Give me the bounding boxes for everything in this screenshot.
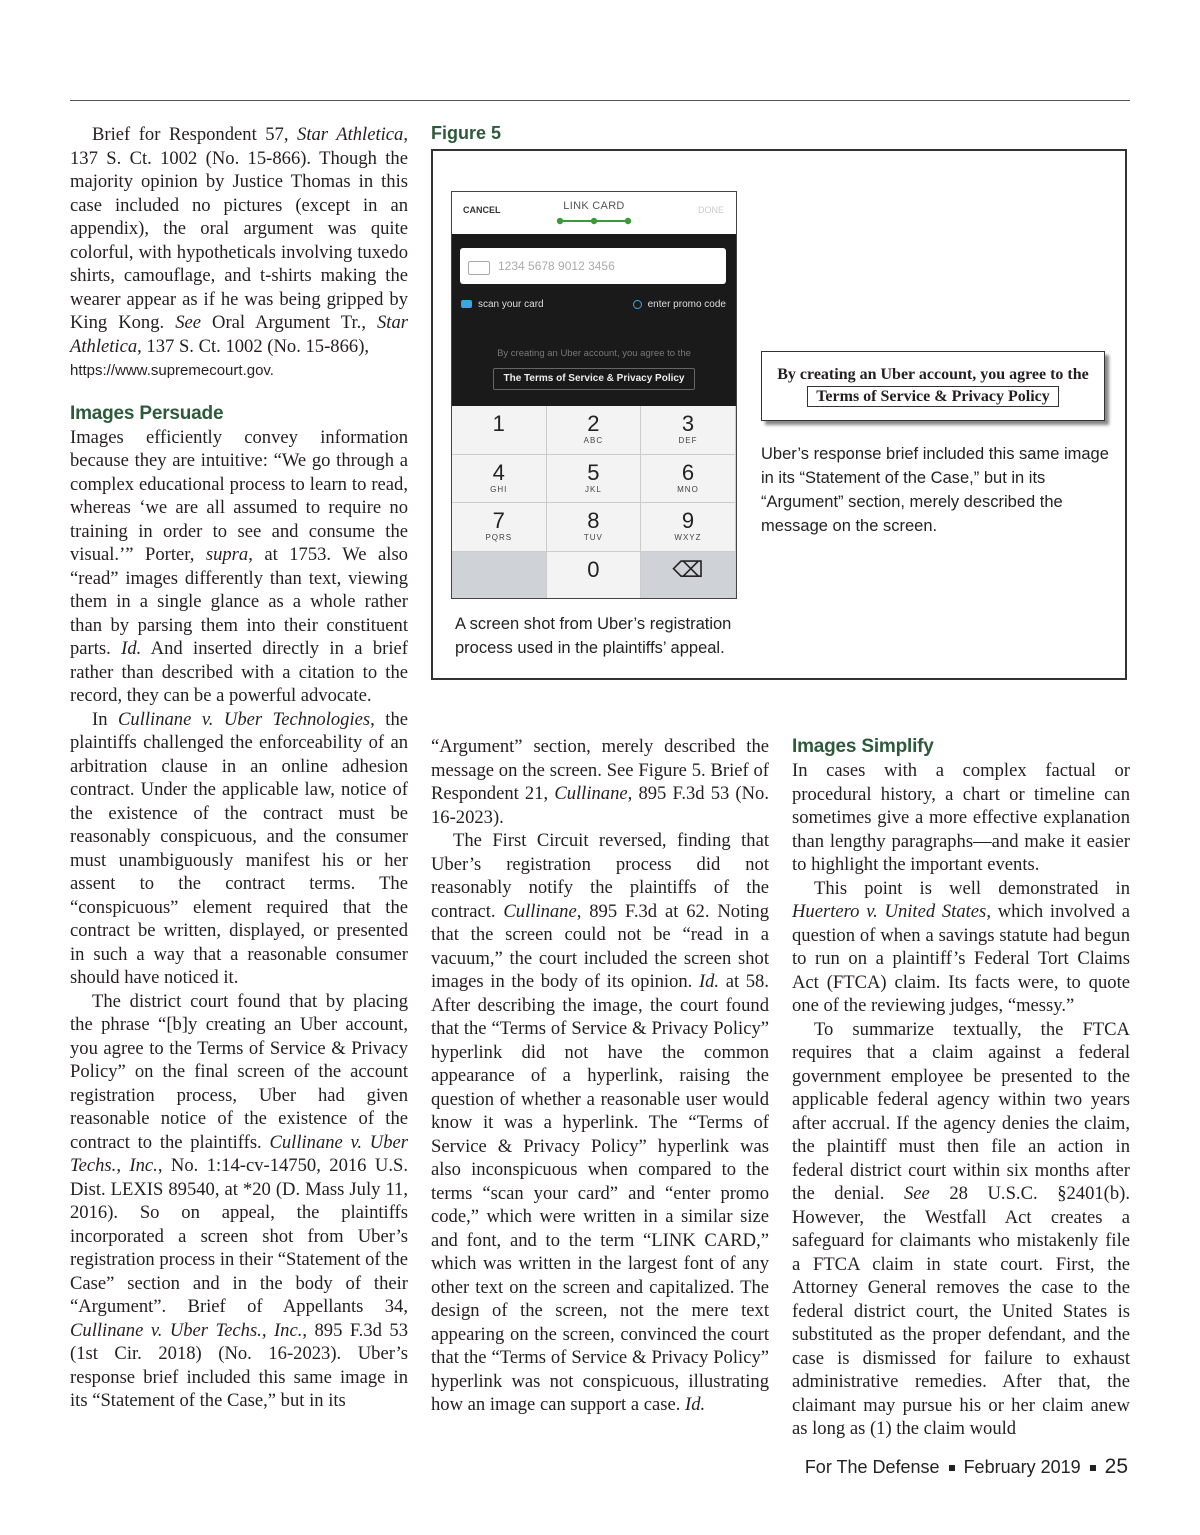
- supremecourt-url: https://www.supremecourt.gov.: [70, 362, 274, 379]
- phone-cancel: CANCEL: [463, 205, 501, 215]
- column-1: [70, 123, 408, 1413]
- page-footer: [805, 1455, 1128, 1479]
- keypad-key: [547, 503, 642, 552]
- paragraph-simplify: In cases with a complex factual or procedural history, a chart or timeline can sometimes give a more effective explanation than lengthy paragraphs—and make it easier to highlight the important events.: [792, 760, 1130, 875]
- phone-agree-text: By creating an Uber account, you agree to the: [497, 348, 691, 359]
- keypad-key: [641, 552, 736, 600]
- phone-dark-panel: [452, 234, 736, 406]
- figure-label: Figure 5: [431, 123, 502, 143]
- callout-box: [761, 351, 1105, 421]
- figure-caption-right: Uber’s response brief included this same image in its “Statement of the Case,” but in its “Argument” section, merely described the message on the screen.: [761, 445, 1109, 535]
- bullet-icon: [1090, 1465, 1096, 1471]
- keypad-letters: MNO: [677, 484, 699, 494]
- heading-images-simplify: Images Simplify: [792, 736, 934, 757]
- keypad-digit: 4: [492, 459, 505, 485]
- promo-icon: [633, 300, 642, 309]
- progress-dots-icon: [556, 216, 632, 226]
- keypad-key: [641, 503, 736, 552]
- keypad-digit: 1: [492, 411, 505, 436]
- keypad-letters: GHI: [490, 484, 508, 494]
- heading-images-persuade: Images Persuade: [70, 402, 224, 424]
- phone-header: [452, 192, 736, 234]
- keypad-digit: [452, 552, 546, 558]
- keypad-digit: 8: [587, 508, 600, 533]
- keypad-key: [452, 406, 547, 455]
- scan-card-option: scan your card: [461, 299, 544, 310]
- keypad: [452, 406, 736, 599]
- callout-line2: Terms of Service & Privacy Policy: [807, 386, 1059, 407]
- keypad-key: [641, 406, 736, 455]
- paragraph-cullinane: In Cullinane v. Uber Technologies, the plaintiffs challenged the enforceability of an arbitration clause in an online adhesion contract. Under the applicable law, notice of the existence of the contract must be reasonably conspicuous, and the consumer must unambiguously manifest his or her assent to the contract terms. The “conspicuous” element required that the contract be written, displayed, or presented in such a way that a reasonable consumer should have noticed it.: [70, 708, 408, 988]
- keypad-digit: 6: [681, 459, 695, 485]
- keypad-key: [641, 455, 736, 504]
- keypad-key: [547, 552, 642, 600]
- publication-name: For The Defense: [804, 1457, 940, 1477]
- column-3: [792, 735, 1130, 1441]
- paragraph-first-circuit: The First Circuit reversed, finding that Uber’s registration process did not reasonably notify the plaintiffs of the contract. Cullinane, 895 F.3d at 62. Noting that the screen could not be “read in a vacuum,” the court included the screen shot images in the body of its opinion. Id. at 58. After describing the image, the court found that the “Terms of Service & Privacy Policy” hyperlink did not have the common appearance of a hyperlink, raising the question of whether a reasonable user would know it was a hyperlink. The “Terms of Service & Privacy Policy” hyperlink was also inconspicuous when compared to the terms “scan your card” and “enter promo code,” which were written in a similar size and font, and to the term “LINK CARD,” which was written in the largest font of any other text on the screen and capitalized. The design of the screen, not the mere text appearing on the screen, convinced the court that the “Terms of Service & Privacy Policy” hyperlink was not conspicuous, illustrating how an image can support a case. Id.: [431, 830, 769, 1415]
- keypad-letters: ABC: [583, 436, 604, 445]
- keypad-digit: 2: [587, 411, 600, 436]
- uber-screenshot: [451, 191, 737, 599]
- promo-code-option: enter promo code: [633, 299, 726, 310]
- keypad-letters: JKL: [584, 484, 602, 494]
- keypad-digit: 7: [492, 508, 505, 533]
- paragraph-star-athletica: Brief for Respondent 57, Star Athletica, 137 S. Ct. 1002 (No. 15-866). Though the majority opinion by Justice Thomas in this case included no pictures (except in an appendix), the oral argument was quite colorful, with hypotheticals involving tuxedo shirts, camouflage, and t-shirts making the wearer appear as if he was being gripped by King Kong. See Oral Argument Tr., Star Athletica, 137 S. Ct. 1002 (No. 15-866), https://www.supremecourt.gov.: [70, 124, 408, 379]
- callout-line1: By creating an Uber account, you agree to the: [777, 366, 1089, 383]
- keypad-key: [547, 406, 642, 455]
- figure-caption-left: A screen shot from Uber’s registration process used in the plaintiffs’ appeal.: [455, 615, 732, 657]
- bullet-icon: [949, 1465, 955, 1471]
- column-2: [431, 735, 769, 1417]
- keypad-letters: DEF: [678, 436, 698, 445]
- keypad-digit: 9: [681, 508, 695, 533]
- keypad-digit: ⌫: [672, 556, 704, 582]
- paragraph-argument: “Argument” section, merely described the message on the screen. See Figure 5. Brief of Respondent 21, Cullinane, 895 F.3d 53 (No. 16-2023).: [431, 736, 769, 828]
- issue-date: February 2019: [963, 1457, 1081, 1477]
- credit-card-icon: [468, 261, 490, 275]
- paragraph-persuade: Images efficiently convey information because they are intuitive: “We go through a complex educational process to learn to read, whereas ‘we are all assumed to require no training in order to see and consume the visual.’” Porter, supra, at 1753. We also “read” images differently than text, viewing them in a single glance as a whole rather than by parsing them into their constituent parts. Id. And inserted directly in a brief rather than described with a citation to the record, they can be a powerful advocate.: [70, 426, 408, 706]
- keypad-letters: TUV: [583, 533, 603, 542]
- page-number: 25: [1104, 1455, 1128, 1478]
- keypad-key: [452, 455, 547, 504]
- card-number-input: [460, 248, 726, 284]
- keypad-key: [452, 552, 547, 600]
- paragraph-district-court: The district court found that by placing the phrase “[b]y creating an Uber account, you agree to the Terms of Service & Privacy Policy” on the final screen of the account registration process, Uber had given reasonable notice of the existence of the contract to the plaintiffs. Cullinane v. Uber Techs., Inc., No. 1:14-cv-14750, 2016 U.S. Dist. LEXIS 89540, at *20 (D. Mass July 11, 2016). So on appeal, the plaintiffs incorporated a screen shot from Uber’s registration process in their “Statement of the Case” section and in the body of their “Argument”. Brief of Appellants 34, Cullinane v. Uber Techs., Inc., 895 F.3d 53 (1st Cir. 2018) (No. 16-2023). Uber’s response brief included this same image in its “Statement of the Case,” but in its: [70, 990, 409, 1411]
- paragraph-huertero: This point is well demonstrated in Huertero v. United States, which involved a question of when a savings statute had begun to run on a plaintiff’s Federal Tort Claims Act (FTCA) claim. Its facts were, to quote one of the reviewing judges, “messy.”: [792, 877, 1131, 1016]
- phone-title: LINK CARD: [563, 200, 625, 212]
- card-number-placeholder: 1234 5678 9012 3456: [498, 259, 615, 273]
- keypad-key: [547, 455, 642, 504]
- paragraph-ftca: To summarize textually, the FTCA requires that a claim against a federal government employee be presented to the applicable federal agency within two years after accrual. If the agency denies the claim, the plaintiff must then file an action in federal district court within six months after the denial. See 28 U.S.C. §2401(b). However, the Westfall Act creates a safeguard for claimants who mistakenly file a FTCA claim in state court. First, the Attorney General removes the case to the federal district court, the United States is substituted as the proper defendant, and the case is dismissed for failure to exhaust administrative remedies. After that, the claimant may pursue his or her claim anew as long as (1) the claim would: [792, 1018, 1131, 1439]
- keypad-letters: PQRS: [485, 533, 513, 542]
- keypad-key: [452, 503, 547, 552]
- keypad-letters: WXYZ: [674, 533, 702, 542]
- camera-icon: [461, 300, 472, 308]
- phone-done: DONE: [697, 205, 724, 215]
- keypad-digit: 3: [681, 411, 695, 436]
- phone-terms-link: The Terms of Service & Privacy Policy: [493, 368, 695, 390]
- keypad-digit: 0: [587, 556, 600, 582]
- keypad-digit: 5: [587, 459, 600, 485]
- top-rule: [70, 100, 1130, 101]
